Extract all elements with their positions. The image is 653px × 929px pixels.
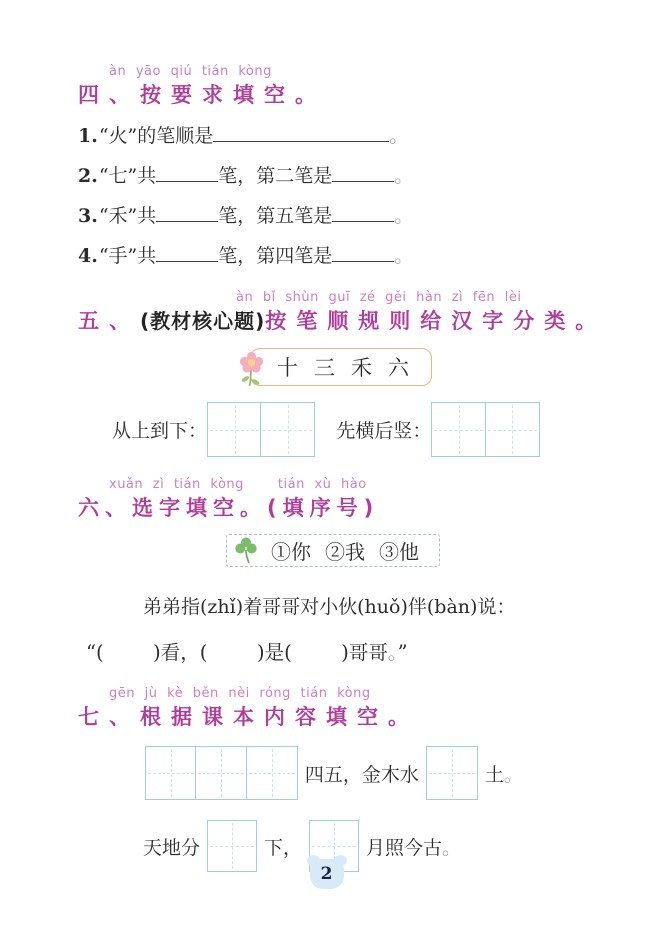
pinyin-part: tián xù hào xyxy=(277,477,367,492)
section-five-title-text: 按笔顺规则给汉字分类。 xyxy=(265,309,607,333)
section-six xyxy=(78,477,597,521)
character-grid-box[interactable] xyxy=(260,402,315,457)
character-grid-box[interactable] xyxy=(246,746,298,800)
fill-label: 从上到下： xyxy=(112,420,208,442)
grid-group xyxy=(207,402,315,457)
pinyin-part: xuǎn zì tián kòng xyxy=(109,477,244,492)
bank-char: 十 xyxy=(277,356,298,380)
section-seven-title: 七、根据课本内容填空。 xyxy=(78,705,419,729)
answer-blank[interactable] xyxy=(156,166,218,182)
fill-label: 先横后竖： xyxy=(336,420,432,442)
answer-blank[interactable] xyxy=(213,126,389,142)
quote-close: ” xyxy=(397,641,408,664)
question-text: 笔，第五笔是 xyxy=(218,205,333,227)
answer-blank[interactable] xyxy=(156,246,218,262)
fill-text: 月照今古 xyxy=(366,836,443,859)
option-item[interactable]: ①你 xyxy=(271,540,311,564)
fill-text: 土 xyxy=(484,763,504,786)
page-number-badge xyxy=(310,859,344,889)
character-grid-box[interactable] xyxy=(145,746,197,800)
section-four xyxy=(78,64,597,108)
word-options-box xyxy=(226,534,440,567)
flower-icon xyxy=(238,352,265,393)
bank-char: 禾 xyxy=(351,356,372,380)
section-four-title: 四、按要求填空。 xyxy=(78,83,326,107)
quote-fill-line xyxy=(86,637,597,665)
section-four-pinyin: àn yāo qiú tián kòng xyxy=(109,64,272,79)
question-end: 。 xyxy=(389,125,409,147)
section-five xyxy=(78,290,607,334)
character-grid-box[interactable] xyxy=(426,746,478,800)
character-grid-box[interactable] xyxy=(207,820,257,872)
section-six-pinyin xyxy=(109,477,597,492)
fill-text: 四五，金木水 xyxy=(304,763,419,786)
question-item-3 xyxy=(78,204,597,228)
bank-char: 三 xyxy=(314,356,335,380)
question-end: 。 xyxy=(394,245,414,267)
character-bank-box xyxy=(250,348,432,386)
question-number: 1. xyxy=(78,125,98,147)
question-end: 。 xyxy=(394,205,414,227)
question-text: “七”共 xyxy=(98,165,157,187)
question-number: 2. xyxy=(78,165,98,187)
character-grid-box[interactable] xyxy=(195,746,247,800)
section-five-title xyxy=(78,308,607,334)
section-five-tag: (教材核心题) xyxy=(140,309,266,333)
section-six-title: 六、选字填空。(填序号) xyxy=(78,496,380,520)
fill-row-one xyxy=(145,746,597,800)
grid-group xyxy=(145,746,298,800)
section-five-pinyin: àn bǐ shùn guī zé gěi hàn zì fēn lèi xyxy=(236,290,522,305)
question-number: 4. xyxy=(78,245,98,267)
question-text: “火”的笔顺是 xyxy=(98,125,214,147)
question-item-4 xyxy=(78,244,597,268)
quote-text: “( )看，( )是( )哥哥 xyxy=(86,641,388,664)
option-item[interactable]: ②我 xyxy=(325,540,365,564)
question-item-1 xyxy=(78,124,597,148)
answer-blank[interactable] xyxy=(332,206,394,222)
section-seven-pinyin: gēn jù kè běn nèi róng tián kòng xyxy=(109,686,371,701)
fill-period: 。 xyxy=(442,836,462,859)
section-seven xyxy=(78,686,597,730)
fill-text: 天地分 xyxy=(143,836,201,859)
clover-icon xyxy=(235,537,257,564)
answer-blank[interactable] xyxy=(156,206,218,222)
character-grid-box[interactable] xyxy=(485,402,540,457)
section-five-label: 五、 xyxy=(78,309,140,333)
question-end: 。 xyxy=(394,165,414,187)
bank-char: 六 xyxy=(388,356,409,380)
question-text: “禾”共 xyxy=(98,205,157,227)
fill-period: 。 xyxy=(503,763,523,786)
question-text: “手”共 xyxy=(98,245,157,267)
quote-period: 。 xyxy=(387,641,398,664)
question-item-2 xyxy=(78,164,597,188)
fill-row-two xyxy=(143,820,597,872)
question-text: 笔，第四笔是 xyxy=(218,245,333,267)
exercise-sentence: 弟弟指(zhǐ)着哥哥对小伙(huǒ)伴(bàn)说： xyxy=(143,596,516,618)
answer-blank[interactable] xyxy=(332,166,394,182)
option-item[interactable]: ③他 xyxy=(379,540,419,564)
question-number: 3. xyxy=(78,205,98,227)
character-grid-box[interactable] xyxy=(431,402,486,457)
fill-text: 下， xyxy=(264,836,303,859)
page-number: 2 xyxy=(320,864,333,884)
question-text: 笔，第二笔是 xyxy=(218,165,333,187)
stroke-order-row xyxy=(78,402,597,457)
character-grid-box[interactable] xyxy=(207,402,262,457)
grid-group xyxy=(431,402,539,457)
answer-blank[interactable] xyxy=(332,246,394,262)
